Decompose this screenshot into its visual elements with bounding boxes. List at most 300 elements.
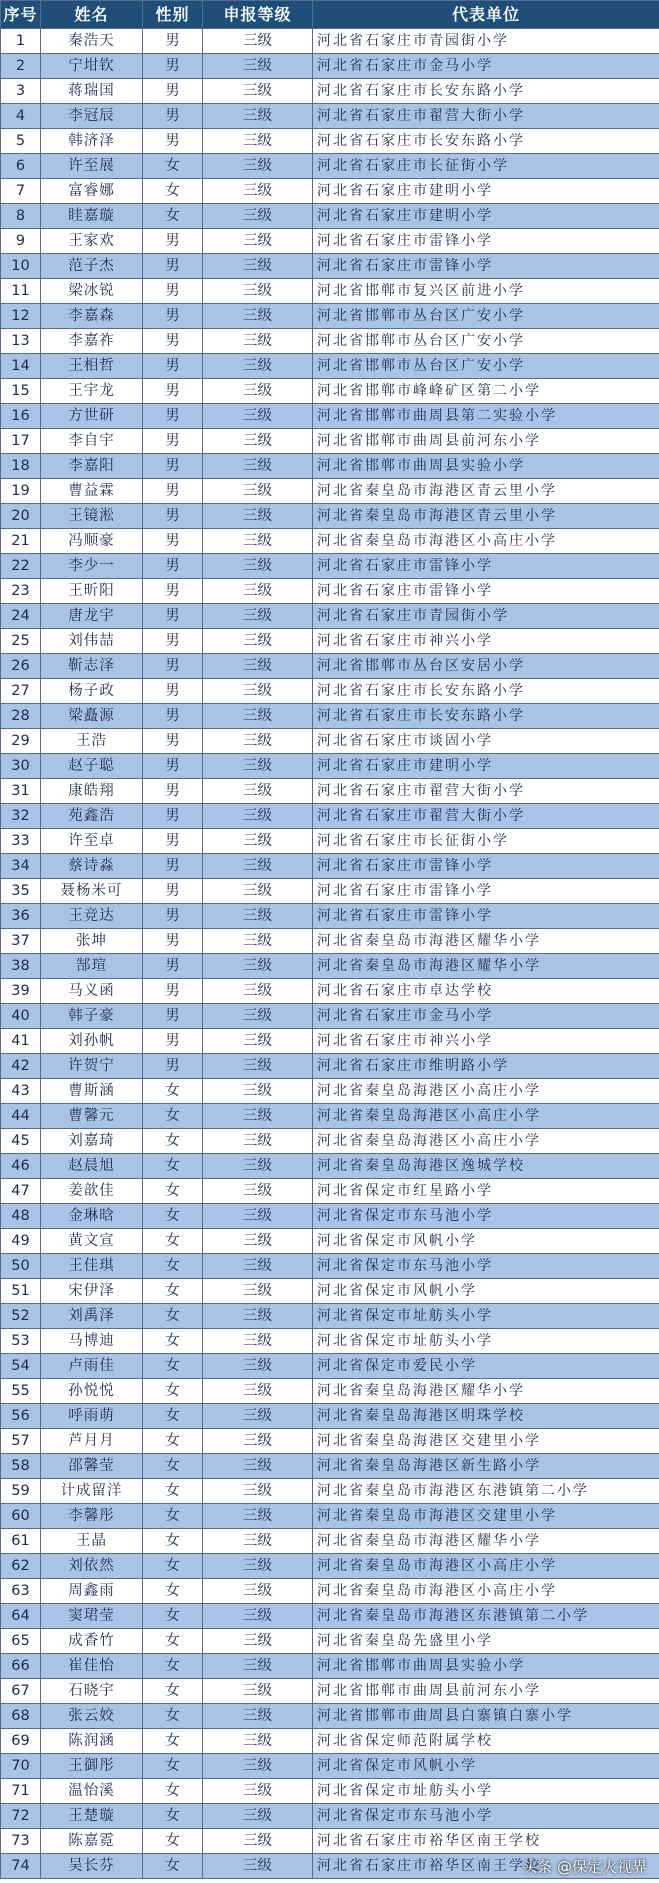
cell-gender: 男: [143, 879, 203, 904]
cell-gender: 女: [143, 1454, 203, 1479]
cell-gender: 男: [143, 604, 203, 629]
cell-index: 48: [1, 1204, 41, 1229]
table-row: [1, 704, 659, 729]
cell-index: 57: [1, 1429, 41, 1454]
cell-index: 18: [1, 454, 41, 479]
cell-index: 6: [1, 154, 41, 179]
cell-name: 王竞达: [41, 904, 143, 929]
table-row: [1, 1654, 659, 1679]
cell-grade: 三级: [203, 954, 313, 979]
table-row: [1, 1779, 659, 1804]
cell-grade: 三级: [203, 254, 313, 279]
cell-index: 30: [1, 754, 41, 779]
cell-name: 王御彤: [41, 1754, 143, 1779]
cell-unit: 河北省保定市东马池小学: [313, 1204, 659, 1229]
cell-unit: 河北省邯郸市曲周县第二实验小学: [313, 404, 659, 429]
cell-index: 38: [1, 954, 41, 979]
cell-index: 74: [1, 1854, 41, 1879]
cell-gender: 男: [143, 504, 203, 529]
cell-unit: 河北省秦皇岛市海港区小高庄小学: [313, 1579, 659, 1604]
table-row: [1, 1329, 659, 1354]
cell-index: 25: [1, 629, 41, 654]
table-row: [1, 429, 659, 454]
cell-index: 12: [1, 304, 41, 329]
cell-index: 67: [1, 1679, 41, 1704]
cell-grade: 三级: [203, 1579, 313, 1604]
cell-index: 68: [1, 1704, 41, 1729]
cell-unit: 河北省石家庄市雷锋小学: [313, 904, 659, 929]
cell-name: 许至展: [41, 154, 143, 179]
table-row: [1, 1229, 659, 1254]
cell-gender: 男: [143, 629, 203, 654]
cell-name: 许贺宁: [41, 1054, 143, 1079]
cell-gender: 女: [143, 1279, 203, 1304]
cell-name: 郜瑄: [41, 954, 143, 979]
cell-gender: 女: [143, 1354, 203, 1379]
cell-unit: 河北省石家庄市长征街小学: [313, 154, 659, 179]
cell-name: 姜歆佳: [41, 1179, 143, 1204]
table-row: [1, 779, 659, 804]
cell-index: 21: [1, 529, 41, 554]
header-gender: 性别: [143, 1, 203, 29]
cell-name: 范子杰: [41, 254, 143, 279]
cell-unit: 河北省邯郸市曲周县实验小学: [313, 1654, 659, 1679]
cell-grade: 三级: [203, 354, 313, 379]
cell-grade: 三级: [203, 579, 313, 604]
table-row: [1, 229, 659, 254]
cell-grade: 三级: [203, 1129, 313, 1154]
cell-gender: 女: [143, 1329, 203, 1354]
cell-index: 3: [1, 79, 41, 104]
cell-index: 1: [1, 29, 41, 54]
cell-grade: 三级: [203, 604, 313, 629]
cell-unit: 河北省石家庄市长安东路小学: [313, 79, 659, 104]
table-row: [1, 1629, 659, 1654]
cell-index: 41: [1, 1029, 41, 1054]
cell-gender: 男: [143, 479, 203, 504]
table-row: [1, 1279, 659, 1304]
cell-unit: 河北省保定市红星路小学: [313, 1179, 659, 1204]
cell-grade: 三级: [203, 1154, 313, 1179]
cell-grade: 三级: [203, 204, 313, 229]
cell-gender: 男: [143, 454, 203, 479]
cell-grade: 三级: [203, 754, 313, 779]
cell-unit: 河北省石家庄市长安东路小学: [313, 129, 659, 154]
cell-unit: 河北省邯郸市丛台区广安小学: [313, 329, 659, 354]
cell-unit: 河北省秦皇岛市海港区耀华小学: [313, 1529, 659, 1554]
cell-gender: 女: [143, 179, 203, 204]
table-row: [1, 954, 659, 979]
cell-grade: 三级: [203, 404, 313, 429]
cell-grade: 三级: [203, 1454, 313, 1479]
header-index: 序号: [1, 1, 41, 29]
cell-name: 张坤: [41, 929, 143, 954]
table-row: [1, 1379, 659, 1404]
cell-grade: 三级: [203, 1204, 313, 1229]
cell-name: 聂杨米可: [41, 879, 143, 904]
cell-unit: 河北省石家庄市翟营大街小学: [313, 804, 659, 829]
cell-gender: 女: [143, 1154, 203, 1179]
table-row: [1, 1704, 659, 1729]
cell-gender: 男: [143, 729, 203, 754]
table-row: [1, 354, 659, 379]
cell-index: 9: [1, 229, 41, 254]
cell-name: 呼雨萌: [41, 1404, 143, 1429]
cell-grade: 三级: [203, 629, 313, 654]
cell-unit: 河北省邯郸市丛台区广安小学: [313, 354, 659, 379]
cell-unit: 河北省邯郸市峰峰矿区第二小学: [313, 379, 659, 404]
cell-unit: 河北省秦皇岛海港区小高庄小学: [313, 1079, 659, 1104]
cell-name: 芦月月: [41, 1429, 143, 1454]
table-body: [1, 29, 659, 1879]
cell-gender: 男: [143, 779, 203, 804]
cell-grade: 三级: [203, 1779, 313, 1804]
cell-index: 43: [1, 1079, 41, 1104]
cell-gender: 男: [143, 104, 203, 129]
table-row: [1, 1129, 659, 1154]
table-row: [1, 1104, 659, 1129]
cell-gender: 男: [143, 279, 203, 304]
cell-unit: 河北省石家庄市建明小学: [313, 204, 659, 229]
cell-index: 34: [1, 854, 41, 879]
cell-unit: 河北省秦皇岛海港区明珠学校: [313, 1404, 659, 1429]
cell-index: 17: [1, 429, 41, 454]
cell-grade: 三级: [203, 1679, 313, 1704]
cell-name: 刘依然: [41, 1554, 143, 1579]
cell-index: 23: [1, 579, 41, 604]
cell-gender: 男: [143, 579, 203, 604]
cell-gender: 女: [143, 154, 203, 179]
cell-index: 44: [1, 1104, 41, 1129]
cell-unit: 河北省石家庄市建明小学: [313, 754, 659, 779]
cell-grade: 三级: [203, 1704, 313, 1729]
table-row: [1, 754, 659, 779]
cell-gender: 女: [143, 1729, 203, 1754]
cell-grade: 三级: [203, 1329, 313, 1354]
cell-unit: 河北省保定市址舫头小学: [313, 1329, 659, 1354]
cell-name: 杨子政: [41, 679, 143, 704]
cell-name: 刘禹泽: [41, 1304, 143, 1329]
cell-grade: 三级: [203, 279, 313, 304]
cell-grade: 三级: [203, 29, 313, 54]
cell-gender: 男: [143, 54, 203, 79]
cell-name: 韩济泽: [41, 129, 143, 154]
cell-unit: 河北省石家庄市翟营大街小学: [313, 104, 659, 129]
cell-grade: 三级: [203, 1279, 313, 1304]
cell-unit: 河北省保定市东马池小学: [313, 1804, 659, 1829]
cell-gender: 女: [143, 1379, 203, 1404]
cell-index: 50: [1, 1254, 41, 1279]
cell-index: 63: [1, 1579, 41, 1604]
cell-name: 刘伟喆: [41, 629, 143, 654]
table-row: [1, 204, 659, 229]
table-row: [1, 504, 659, 529]
cell-unit: 河北省石家庄市青园街小学: [313, 29, 659, 54]
cell-index: 61: [1, 1529, 41, 1554]
cell-index: 15: [1, 379, 41, 404]
cell-index: 5: [1, 129, 41, 154]
cell-grade: 三级: [203, 554, 313, 579]
cell-name: 石晓宇: [41, 1679, 143, 1704]
table-row: [1, 154, 659, 179]
cell-index: 39: [1, 979, 41, 1004]
cell-grade: 三级: [203, 304, 313, 329]
cell-grade: 三级: [203, 1654, 313, 1679]
table-row: [1, 929, 659, 954]
cell-gender: 男: [143, 704, 203, 729]
table-row: [1, 554, 659, 579]
cell-gender: 女: [143, 204, 203, 229]
cell-name: 苑鑫浩: [41, 804, 143, 829]
cell-name: 计成留洋: [41, 1479, 143, 1504]
cell-unit: 河北省保定市爱民小学: [313, 1354, 659, 1379]
cell-name: 成香竹: [41, 1629, 143, 1654]
cell-name: 窦珺莹: [41, 1604, 143, 1629]
cell-name: 王楚璇: [41, 1804, 143, 1829]
cell-gender: 男: [143, 404, 203, 429]
table-row: [1, 1154, 659, 1179]
cell-gender: 男: [143, 429, 203, 454]
cell-name: 唐龙宇: [41, 604, 143, 629]
cell-name: 刘嘉琦: [41, 1129, 143, 1154]
cell-unit: 河北省秦皇岛海港区逸城学校: [313, 1154, 659, 1179]
cell-index: 52: [1, 1304, 41, 1329]
cell-grade: 三级: [203, 229, 313, 254]
cell-grade: 三级: [203, 679, 313, 704]
cell-name: 曹益霖: [41, 479, 143, 504]
cell-unit: 河北省保定市风帆小学: [313, 1229, 659, 1254]
table-row: [1, 1804, 659, 1829]
cell-name: 冯顺豪: [41, 529, 143, 554]
cell-unit: 河北省秦皇岛市海港区交建里小学: [313, 1504, 659, 1529]
cell-index: 53: [1, 1329, 41, 1354]
cell-gender: 男: [143, 904, 203, 929]
cell-name: 赵子聪: [41, 754, 143, 779]
cell-grade: 三级: [203, 1529, 313, 1554]
cell-gender: 女: [143, 1754, 203, 1779]
cell-index: 37: [1, 929, 41, 954]
cell-name: 邵馨莹: [41, 1454, 143, 1479]
cell-name: 卢雨佳: [41, 1354, 143, 1379]
table-row: [1, 1754, 659, 1779]
table-row: [1, 279, 659, 304]
table-row: [1, 1179, 659, 1204]
cell-grade: 三级: [203, 879, 313, 904]
cell-gender: 男: [143, 379, 203, 404]
cell-unit: 河北省秦皇岛海港区新生路小学: [313, 1454, 659, 1479]
cell-grade: 三级: [203, 1854, 313, 1879]
cell-name: 吴长芬: [41, 1854, 143, 1879]
cell-grade: 三级: [203, 904, 313, 929]
cell-index: 35: [1, 879, 41, 904]
cell-name: 温怡溪: [41, 1779, 143, 1804]
table-row: [1, 654, 659, 679]
cell-grade: 三级: [203, 1004, 313, 1029]
cell-name: 周鑫雨: [41, 1579, 143, 1604]
cell-name: 王浩: [41, 729, 143, 754]
cell-gender: 男: [143, 1054, 203, 1079]
cell-unit: 河北省石家庄市雷锋小学: [313, 854, 659, 879]
cell-gender: 女: [143, 1529, 203, 1554]
table-row: [1, 904, 659, 929]
cell-index: 2: [1, 54, 41, 79]
table-row: [1, 1729, 659, 1754]
cell-grade: 三级: [203, 779, 313, 804]
cell-unit: 河北省石家庄市雷锋小学: [313, 229, 659, 254]
table-row: [1, 1029, 659, 1054]
table-row: [1, 479, 659, 504]
cell-unit: 河北省秦皇岛海港区耀华小学: [313, 1379, 659, 1404]
table-row: [1, 454, 659, 479]
cell-grade: 三级: [203, 529, 313, 554]
table-row: [1, 1254, 659, 1279]
cell-index: 72: [1, 1804, 41, 1829]
cell-grade: 三级: [203, 54, 313, 79]
table-row: [1, 1579, 659, 1604]
table-row: [1, 29, 659, 54]
cell-grade: 三级: [203, 329, 313, 354]
cell-gender: 女: [143, 1829, 203, 1854]
cell-index: 7: [1, 179, 41, 204]
cell-unit: 河北省邯郸市曲周县前河东小学: [313, 429, 659, 454]
cell-name: 眭嘉璇: [41, 204, 143, 229]
cell-grade: 三级: [203, 179, 313, 204]
table-row: [1, 1679, 659, 1704]
cell-name: 靳志泽: [41, 654, 143, 679]
cell-gender: 女: [143, 1554, 203, 1579]
cell-unit: 河北省石家庄市卓达学校: [313, 979, 659, 1004]
cell-name: 王家欢: [41, 229, 143, 254]
cell-grade: 三级: [203, 1604, 313, 1629]
cell-name: 赵晨旭: [41, 1154, 143, 1179]
cell-name: 王宇龙: [41, 379, 143, 404]
table-row: [1, 579, 659, 604]
cell-unit: 河北省保定市址舫头小学: [313, 1304, 659, 1329]
cell-gender: 男: [143, 129, 203, 154]
cell-unit: 河北省秦皇岛市海港区东港镇第二小学: [313, 1604, 659, 1629]
table-row: [1, 254, 659, 279]
cell-index: 16: [1, 404, 41, 429]
cell-name: 宋伊泽: [41, 1279, 143, 1304]
table-row: [1, 729, 659, 754]
table-row: [1, 404, 659, 429]
cell-index: 19: [1, 479, 41, 504]
cell-unit: 河北省石家庄市青园街小学: [313, 604, 659, 629]
header-row: [1, 1, 659, 29]
cell-grade: 三级: [203, 1629, 313, 1654]
cell-grade: 三级: [203, 729, 313, 754]
cell-gender: 男: [143, 29, 203, 54]
cell-index: 46: [1, 1154, 41, 1179]
cell-grade: 三级: [203, 1354, 313, 1379]
cell-name: 梁矗源: [41, 704, 143, 729]
cell-grade: 三级: [203, 1304, 313, 1329]
cell-gender: 男: [143, 829, 203, 854]
cell-unit: 河北省石家庄市建明小学: [313, 179, 659, 204]
cell-unit: 河北省石家庄市维明路小学: [313, 1054, 659, 1079]
cell-grade: 三级: [203, 129, 313, 154]
cell-grade: 三级: [203, 504, 313, 529]
cell-gender: 女: [143, 1129, 203, 1154]
cell-index: 13: [1, 329, 41, 354]
header-unit: 代表单位: [313, 1, 659, 29]
cell-gender: 女: [143, 1704, 203, 1729]
cell-name: 曹斯涵: [41, 1079, 143, 1104]
table-row: [1, 604, 659, 629]
table-row: [1, 979, 659, 1004]
table-row: [1, 1054, 659, 1079]
cell-index: 71: [1, 1779, 41, 1804]
cell-grade: 三级: [203, 1404, 313, 1429]
cell-grade: 三级: [203, 654, 313, 679]
cell-name: 王相哲: [41, 354, 143, 379]
cell-index: 49: [1, 1229, 41, 1254]
cell-index: 28: [1, 704, 41, 729]
cell-unit: 河北省石家庄市长征街小学: [313, 829, 659, 854]
cell-gender: 女: [143, 1254, 203, 1279]
cell-index: 54: [1, 1354, 41, 1379]
cell-grade: 三级: [203, 79, 313, 104]
cell-unit: 河北省石家庄市神兴小学: [313, 629, 659, 654]
cell-unit: 河北省石家庄市雷锋小学: [313, 879, 659, 904]
cell-gender: 女: [143, 1854, 203, 1879]
cell-gender: 男: [143, 854, 203, 879]
cell-grade: 三级: [203, 1504, 313, 1529]
cell-gender: 男: [143, 1029, 203, 1054]
cell-grade: 三级: [203, 154, 313, 179]
cell-grade: 三级: [203, 704, 313, 729]
cell-index: 29: [1, 729, 41, 754]
cell-gender: 男: [143, 679, 203, 704]
cell-unit: 河北省秦皇岛市海港区耀华小学: [313, 929, 659, 954]
cell-index: 40: [1, 1004, 41, 1029]
table-row: [1, 304, 659, 329]
cell-grade: 三级: [203, 1729, 313, 1754]
cell-grade: 三级: [203, 1379, 313, 1404]
table-row: [1, 1354, 659, 1379]
watermark: 头条 @保定火视界: [522, 1858, 647, 1876]
cell-unit: 河北省邯郸市曲周县白寨镇白寨小学: [313, 1704, 659, 1729]
cell-name: 许至卓: [41, 829, 143, 854]
cell-grade: 三级: [203, 1029, 313, 1054]
cell-grade: 三级: [203, 479, 313, 504]
cell-unit: 河北省石家庄市长安东路小学: [313, 704, 659, 729]
cell-gender: 女: [143, 1504, 203, 1529]
cell-index: 59: [1, 1479, 41, 1504]
cell-unit: 河北省保定市风帆小学: [313, 1754, 659, 1779]
cell-index: 42: [1, 1054, 41, 1079]
cell-index: 62: [1, 1554, 41, 1579]
cell-grade: 三级: [203, 1829, 313, 1854]
cell-index: 14: [1, 354, 41, 379]
cell-unit: 河北省石家庄市金马小学: [313, 1004, 659, 1029]
cell-name: 梁冰锐: [41, 279, 143, 304]
cell-index: 8: [1, 204, 41, 229]
cell-index: 69: [1, 1729, 41, 1754]
cell-gender: 女: [143, 1079, 203, 1104]
table-row: [1, 1604, 659, 1629]
cell-gender: 男: [143, 804, 203, 829]
table-row: [1, 379, 659, 404]
cell-name: 蔡诗淼: [41, 854, 143, 879]
cell-name: 宁坩钦: [41, 54, 143, 79]
cell-name: 王佳琪: [41, 1254, 143, 1279]
cell-index: 51: [1, 1279, 41, 1304]
cell-index: 56: [1, 1404, 41, 1429]
table-row: [1, 79, 659, 104]
cell-gender: 男: [143, 654, 203, 679]
cell-unit: 河北省石家庄市雷锋小学: [313, 579, 659, 604]
